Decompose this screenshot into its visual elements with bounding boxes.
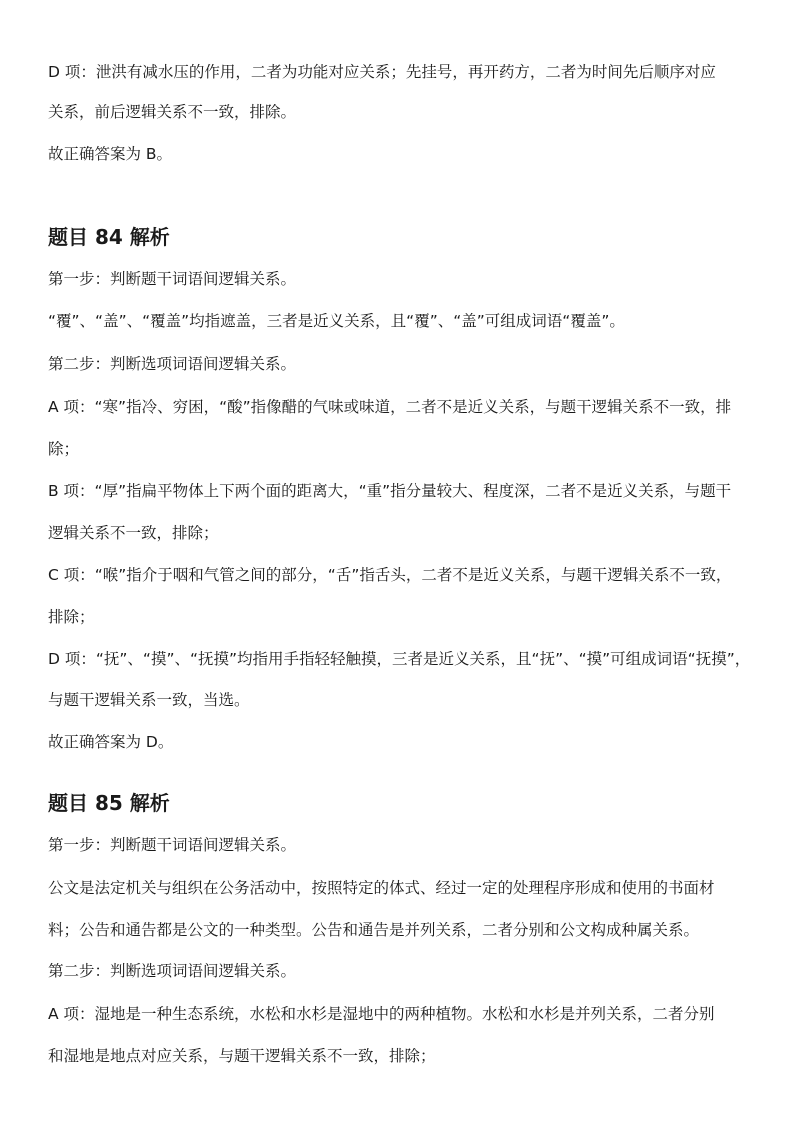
- text-line: 和湿地是地点对应关系，与题干逻辑关系不一致，排除；: [48, 1047, 436, 1065]
- text-line: D 项：“抚”、“摸”、“抚摸”均指用手指轻轻触摸，三者是近义关系，且“抚”、“摸”可组成词语“抚摸”，: [48, 650, 751, 668]
- text-line: 第二步：判断选项词语间逻辑关系。: [48, 355, 297, 373]
- text-line: “覆”、“盖”、“覆盖”均指遮盖，三者是近义关系，且“覆”、“盖”可组成词语“覆盖”。: [48, 312, 625, 330]
- section-heading: 题目 85 解析: [48, 791, 170, 815]
- text-line: C 项：“喉”指介于咽和气管之间的部分，“舌”指舌头，二者不是近义关系，与题干逻辑关系不一致，: [48, 566, 732, 584]
- text-line: 关系，前后逻辑关系不一致，排除。: [48, 103, 297, 121]
- text-line: 料；公告和通告都是公文的一种类型。公告和通告是并列关系，二者分别和公文构成种属关系。: [48, 921, 700, 939]
- text-line: B 项：“厚”指扁平物体上下两个面的距离大，“重”指分量较大、程度深，二者不是近义关系，与题干: [48, 482, 732, 500]
- text-line: 排除；: [48, 608, 95, 626]
- text-line: 公文是法定机关与组织在公务活动中，按照特定的体式、经过一定的处理程序形成和使用的书面材: [48, 879, 715, 897]
- text-line: 第二步：判断选项词语间逻辑关系。: [48, 962, 297, 980]
- text-line: 与题干逻辑关系一致，当选。: [48, 691, 250, 709]
- text-line: 第一步：判断题干词语间逻辑关系。: [48, 836, 297, 854]
- text-line: 第一步：判断题干词语间逻辑关系。: [48, 270, 297, 288]
- text-line: 逻辑关系不一致，排除；: [48, 524, 219, 542]
- text-line: A 项：“寒”指冷、穷困，“酸”指像醋的气味或味道，二者不是近义关系，与题干逻辑关系不一致，排: [48, 398, 732, 416]
- text-line: D 项：泄洪有减水压的作用，二者为功能对应关系；先挂号，再开药方，二者为时间先后顺序对应: [48, 63, 716, 81]
- section-heading: 题目 84 解析: [48, 225, 170, 249]
- text-line: 故正确答案为 B。: [48, 145, 173, 163]
- text-line: 故正确答案为 D。: [48, 733, 174, 751]
- text-line: A 项：湿地是一种生态系统，水松和水杉是湿地中的两种植物。水松和水杉是并列关系，二者分别: [48, 1005, 715, 1023]
- text-line: 除；: [48, 440, 80, 458]
